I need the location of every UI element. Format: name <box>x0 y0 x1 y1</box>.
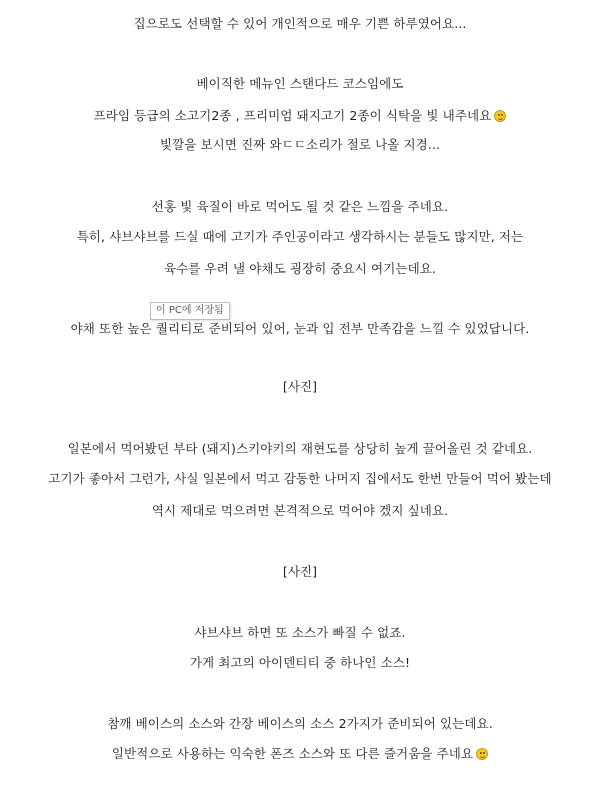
line-15 <box>0 745 600 763</box>
smiling-face-icon <box>494 110 506 122</box>
line-5: 선홍 빛 육질이 바로 먹어도 될 것 같은 느낌을 주네요. <box>151 199 449 214</box>
smiling-face-icon <box>476 748 488 760</box>
line-1: 집으로도 선택할 수 있어 개인적으로 매우 기쁜 하루였어요... <box>133 16 467 31</box>
line-11: 역시 제대로 먹으려면 본격적으로 먹어야 겠지 싶네요. <box>151 503 449 518</box>
line-14: 참깨 베이스의 소스와 간장 베이스의 소스 2가지가 준비되어 있는데요. <box>107 716 493 731</box>
line-3 <box>0 107 600 125</box>
photo-placeholder-1[interactable]: [사진] <box>282 379 318 394</box>
line-3-text: 프라임 등급의 소고기2종 , 프리미엄 돼지고기 2종이 식탁을 빛 내주네요 <box>93 108 492 123</box>
line-7: 육수를 우려 낼 야채도 굉장히 중요시 여기는데요. <box>163 261 436 276</box>
line-4: 빛깔을 보시면 진짜 와ㄷㄷ소리가 절로 나올 지경... <box>159 137 441 152</box>
line-9: 일본에서 먹어봤던 부타 (돼지)스키야키의 재현도를 상당히 높게 끌어올린 것 같네요. <box>67 441 533 456</box>
line-2: 베이직한 메뉴인 스탠다드 코스임에도 <box>196 76 404 91</box>
line-6: 특히, 샤브샤브를 드실 때에 고기가 주인공이라고 생각하시는 분들도 많지만, 저는 <box>76 229 524 244</box>
line-12: 샤브샤브 하면 또 소스가 빠질 수 없죠. <box>194 625 406 640</box>
line-13: 가게 최고의 아이덴티티 중 하나인 소스! <box>189 655 411 670</box>
line-8: 야채 또한 높은 퀄리티로 준비되어 있어, 눈과 입 전부 만족감을 느낄 수 있었답니다. <box>70 321 530 336</box>
line-15-text: 일반적으로 사용하는 익숙한 폰즈 소스와 또 다른 즐거움을 주네요 <box>111 746 474 761</box>
line-10: 고기가 좋아서 그런가, 사실 일본에서 먹고 감동한 나머지 집에서도 한번 만들어 먹어 봤는데 <box>48 471 552 486</box>
saved-to-pc-tooltip: 이 PC에 저장됨 <box>150 302 230 320</box>
photo-placeholder-2[interactable]: [사진] <box>282 564 318 579</box>
